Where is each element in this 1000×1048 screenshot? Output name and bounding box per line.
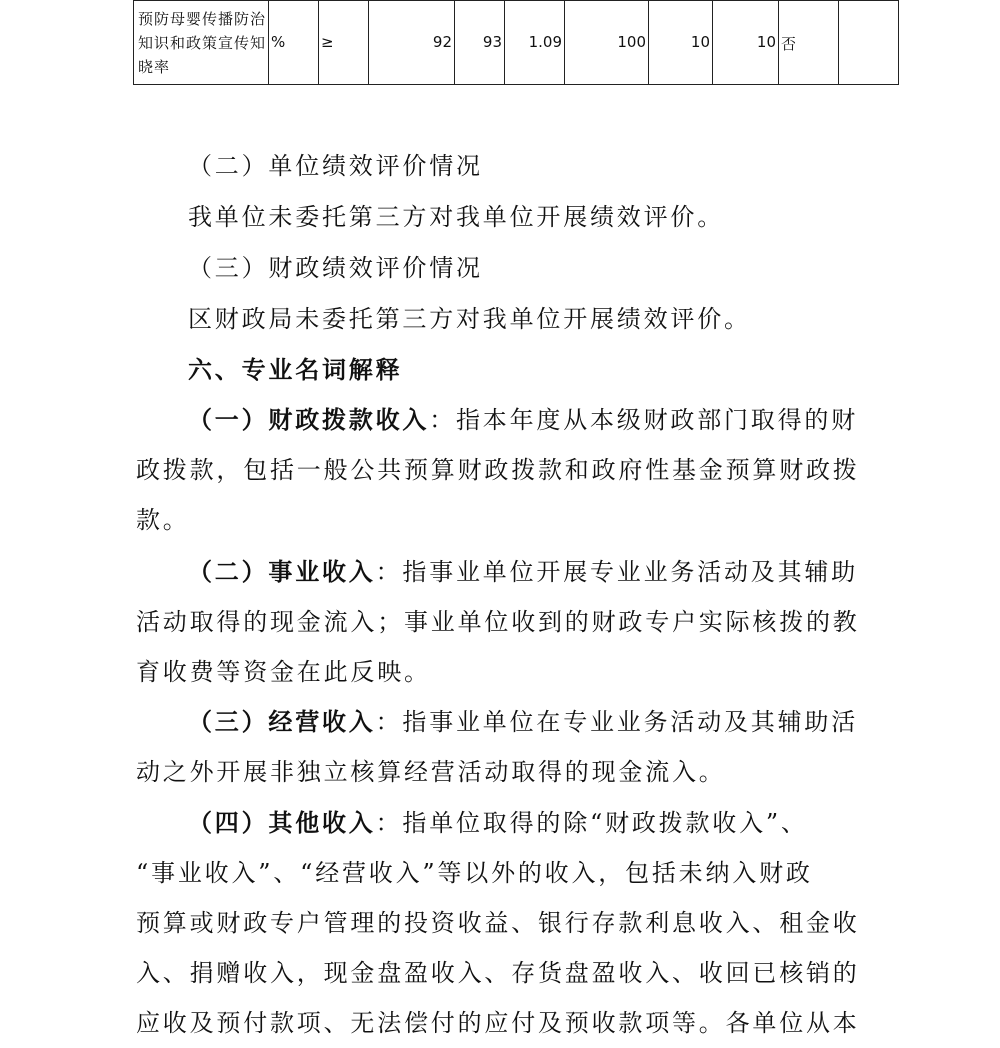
term-fiscal-appropriation-line-1: （一）财政拨款收入：指本年度从本级财政部门取得的财 (188, 406, 859, 434)
actual-value-cell: 93 (455, 1, 505, 85)
score-cell: 10 (713, 1, 779, 85)
paragraph-line: 应收及预付款项、无法偿付的应付及预收款项等。各单位从本 (136, 1009, 860, 1037)
ratio-cell: 1.09 (505, 1, 565, 85)
paragraph-line: 预算或财政专户管理的投资收益、银行存款利息收入、租金收 (136, 909, 860, 937)
term-fiscal-appropriation: （一）财政拨款收入 (188, 406, 430, 434)
term-other-income-line-1: （四）其他收入：指单位取得的除“财政拨款收入”、 (188, 809, 808, 837)
section-heading-unit-evaluation: （二）单位绩效评价情况 (188, 152, 483, 180)
note-cell (839, 1, 899, 85)
paragraph-line: 活动取得的现金流入；事业单位收到的财政专户实际核拨的教 (136, 608, 860, 636)
performance-table (133, 0, 899, 85)
paragraph-fiscal-evaluation: 区财政局未委托第三方对我单位开展绩效评价。 (188, 305, 751, 333)
unit-cell: % (269, 1, 319, 85)
term-other-income: （四）其他收入 (188, 809, 376, 837)
paragraph-line: 动之外开展非独立核算经营活动取得的现金流入。 (136, 758, 726, 786)
paragraph-line: 款。 (136, 506, 190, 534)
deviation-cell: 否 (779, 1, 839, 85)
table-row (134, 1, 899, 85)
operator-cell: ≥ (319, 1, 369, 85)
heading-glossary: 六、专业名词解释 (188, 356, 403, 384)
weight-cell: 10 (649, 1, 713, 85)
paragraph-line: 政拨款，包括一般公共预算财政拨款和政府性基金预算财政拨 (136, 456, 860, 484)
score-rate-cell: 100 (565, 1, 649, 85)
annual-target-cell: 92 (369, 1, 455, 85)
term-operating-income: （三）经营收入 (188, 708, 376, 736)
indicator-cell: 预防母婴传播防治知识和政策宣传知晓率 (134, 1, 269, 85)
paragraph-line: “事业收入”、“经营收入”等以外的收入，包括未纳入财政 (136, 859, 813, 887)
section-heading-fiscal-evaluation: （三）财政绩效评价情况 (188, 254, 483, 282)
paragraph-unit-evaluation: 我单位未委托第三方对我单位开展绩效评价。 (188, 203, 724, 231)
term-business-income-line-1: （二）事业收入：指事业单位开展专业业务活动及其辅助 (188, 558, 859, 586)
paragraph-line: 育收费等资金在此反映。 (136, 658, 431, 686)
term-business-income: （二）事业收入 (188, 558, 376, 586)
paragraph-line: 入、捐赠收入，现金盘盈收入、存货盘盈收入、收回已核销的 (136, 959, 860, 987)
term-operating-income-line-1: （三）经营收入：指事业单位在专业业务活动及其辅助活 (188, 708, 859, 736)
